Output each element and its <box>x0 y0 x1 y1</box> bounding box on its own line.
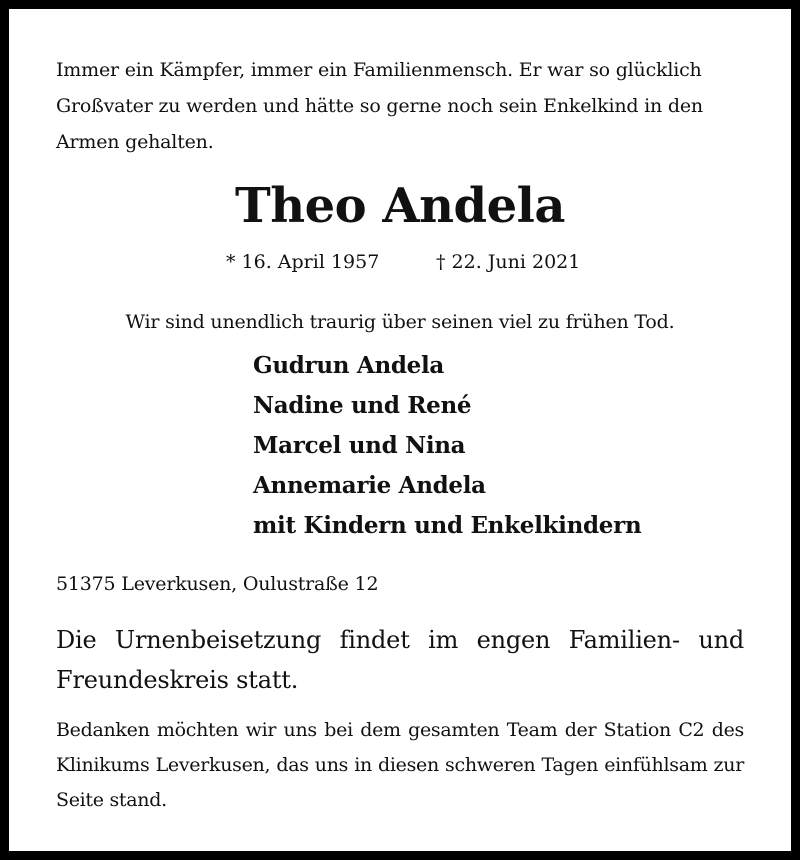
burial-notice: Die Urnenbeisetzung findet im engen Familien- und Freundeskreis statt. <box>56 626 744 694</box>
mourner-name: Annemarie Andela <box>253 472 486 499</box>
death-date: † 22. Juni 2021 <box>436 251 581 273</box>
intro-text: Immer ein Kämpfer, immer ein Familienmensch. Er war so glücklich Großvater zu werden und hätte so gerne noch sein Enkelkind in den Armen gehalten. <box>56 59 703 153</box>
thanks-text: Bedanken möchten wir uns bei dem gesamten Team der Station C2 des Klinikums Leverkusen, das uns in diesen schweren Tagen einfühlsam zur Seite stand. <box>56 719 744 811</box>
mourner-name: Gudrun Andela <box>253 352 445 379</box>
mourner-name: Marcel und Nina <box>253 432 466 459</box>
mourners-list <box>253 346 641 546</box>
address: 51375 Leverkusen, Oulustraße 12 <box>56 573 379 595</box>
mourning-statement: Wir sind unendlich traurig über seinen viel zu frühen Tod. <box>125 311 675 333</box>
mourner-name: Nadine und René <box>253 392 472 419</box>
birth-date: * 16. April 1957 <box>226 251 380 273</box>
mourner-name: mit Kindern und Enkelkindern <box>253 512 642 539</box>
deceased-name: Theo Andela <box>235 178 565 234</box>
